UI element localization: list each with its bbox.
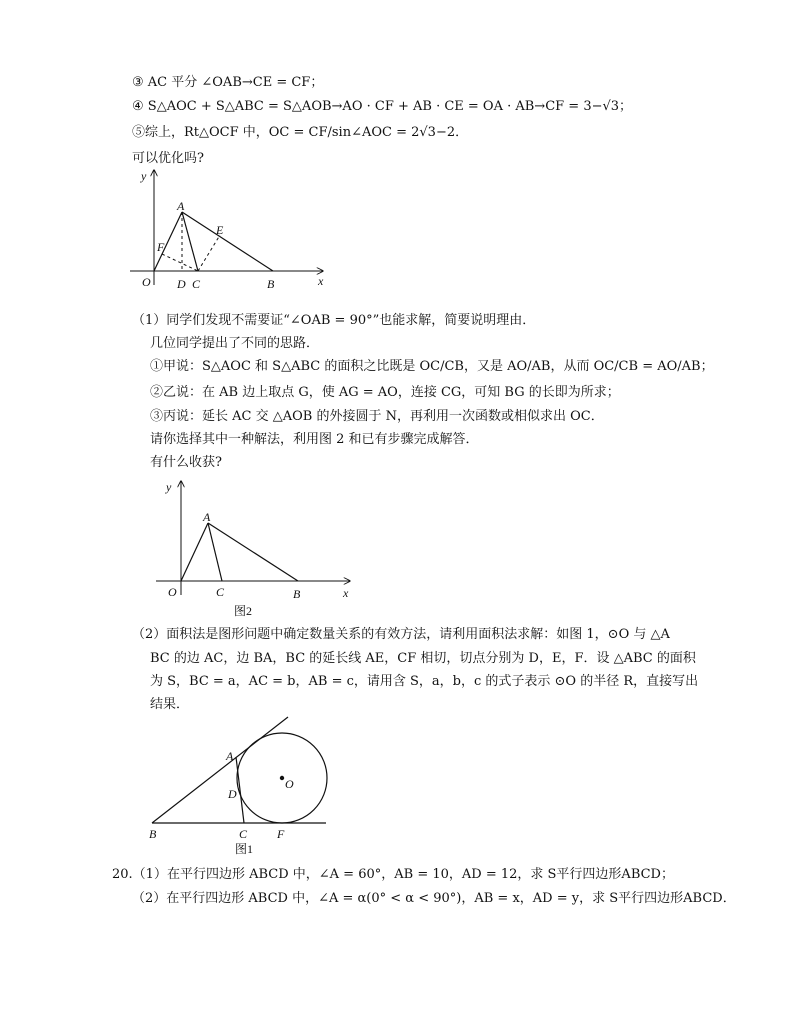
- fig2-label-x: x: [343, 586, 349, 600]
- part1-idea-c: ③丙说：延长 AC 交 △AOB 的外接圆于 N，再利用一次函数或相似求出 OC．: [150, 409, 604, 424]
- step-3: ③ AC 平分 ∠OAB→CE = CF；: [132, 75, 324, 90]
- part1-gain: 有什么收获?: [150, 455, 222, 470]
- label-F: F: [157, 240, 165, 254]
- label-C: C: [192, 277, 201, 291]
- part2-line-4: 结果．: [150, 697, 190, 712]
- part2-line-1: （2）面积法是图形问题中确定数量关系的有效方法，请利用面积法求解：如图 1，⊙O 与 △A: [132, 627, 670, 642]
- part1-question: （1）同学们发现不需要证“∠OAB = 90°”也能求解，简要说明理由．: [132, 313, 536, 328]
- label-y: y: [141, 169, 147, 183]
- fig1-label-A: A: [226, 749, 234, 763]
- fig1-segment-AC: [236, 757, 244, 823]
- fig1-center-dot: [280, 776, 284, 780]
- fig1-label-B: B: [149, 827, 157, 841]
- fig1-label-D: D: [228, 787, 237, 801]
- part1-idea-a: ①甲说：S△AOC 和 S△ABC 的面积之比既是 OC/CB，又是 AO/AB，从而 OC/CB = AO/AB；: [150, 359, 714, 374]
- fig2-label-C: C: [216, 585, 225, 599]
- q20-part1: 20.（1）在平行四边形 ABCD 中，∠A = 60°，AB = 10，AD = 12，求 S平行四边形ABCD；: [112, 867, 674, 882]
- label-D: D: [177, 277, 186, 291]
- step-5: ⑤综上，Rt△OCF 中，OC = CF/sin∠AOC = 2√3−2．: [132, 125, 469, 140]
- fig2-label-y: y: [166, 480, 172, 494]
- label-A: A: [177, 199, 185, 213]
- fig1-label-F: F: [277, 827, 285, 841]
- fig2-label-A: A: [203, 510, 211, 524]
- step-4: ④ S△AOC + S△ABC = S△AOB→AO · CF + AB · CE = OA · AB→CF = 3−√3；: [132, 99, 633, 114]
- label-x: x: [318, 274, 324, 288]
- fig2-label-O: O: [168, 585, 177, 599]
- part1-choose: 请你选择其中一种解法，利用图 2 和已有步骤完成解答．: [150, 432, 479, 447]
- fig1-line-BE: [152, 717, 288, 823]
- part1-idea-b: ②乙说：在 AB 边上取点 G，使 AG = AO，连接 CG，可知 BG 的长即为所求；: [150, 385, 620, 400]
- part2-line-2: BC 的边 AC，边 BA，BC 的延长线 AE，CF 相切，切点分别为 D，E，F．设 △ABC 的面积: [150, 651, 696, 666]
- label-B: B: [267, 277, 275, 291]
- part1-intro: 几位同学提出了不同的思路．: [150, 336, 320, 351]
- label-O: O: [142, 275, 151, 289]
- optimize-question: 可以优化吗?: [132, 151, 204, 166]
- fig1-label-C: C: [239, 827, 248, 841]
- q20-part2: （2）在平行四边形 ABCD 中，∠A = α(0° < α < 90°)，AB = x，AD = y，求 S平行四边形ABCD．: [132, 891, 736, 906]
- fig1-label-O: O: [285, 777, 294, 791]
- part2-line-3: 为 S，BC = a，AC = b，AB = c，请用含 S，a，b，c 的式子表示 ⊙O 的半径 R，直接写出: [150, 674, 699, 689]
- fig2-label-B: B: [293, 587, 301, 601]
- fig2-caption: 图2: [234, 604, 253, 618]
- label-E: E: [216, 223, 224, 237]
- fig1-caption: 图1: [235, 842, 254, 856]
